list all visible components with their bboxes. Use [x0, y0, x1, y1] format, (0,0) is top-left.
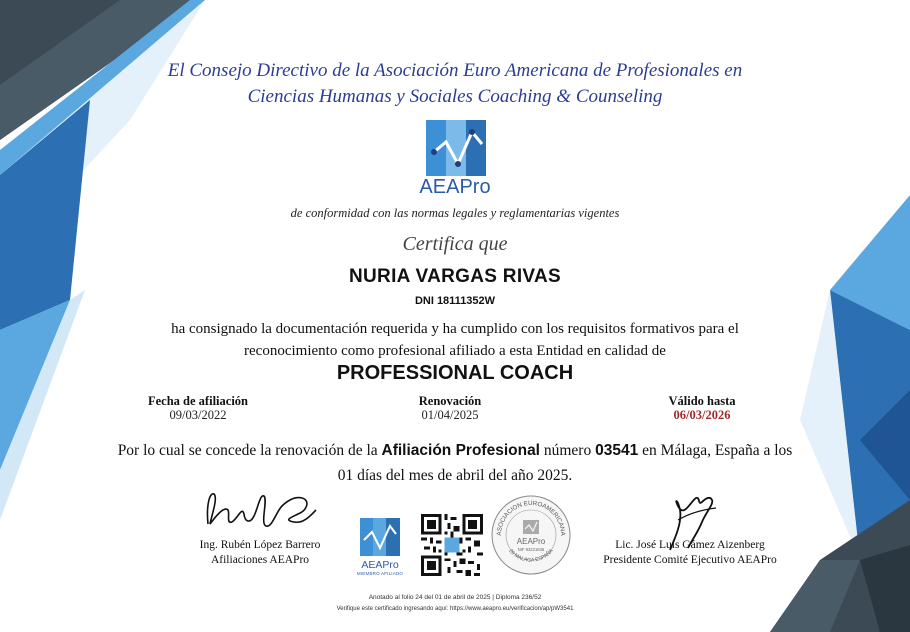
heading-line-2: Ciencias Humanas y Sociales Coaching & Counseling	[247, 86, 663, 107]
seal-nif: NIF 93221836	[517, 547, 545, 552]
professional-title: PROFESSIONAL COACH	[336, 362, 574, 384]
left-signatory-role: Afiliaciones AEAPro	[210, 554, 310, 566]
badge-subtext: MIEMBRO AFILIADO	[356, 571, 404, 576]
body-line-2: reconocimiento como profesional afiliado a esta Entidad en calidad de	[244, 343, 666, 359]
grant-line-2: 01 días del mes de abril del año 2025.	[337, 467, 573, 484]
body-line-1: ha consignado la documentación requerida y ha cumplido con los requisitos formativos para el	[171, 321, 739, 337]
right-signatory-role: Presidente Comité Ejecutivo AEAPro	[603, 554, 777, 566]
grant-line-1	[70, 438, 840, 463]
renewal-date-value: 01/04/2025	[421, 408, 479, 422]
valid-until	[627, 394, 777, 422]
valid-until-label: Válido hasta	[668, 394, 736, 408]
qr-code-icon[interactable]	[421, 514, 483, 576]
logo-text: AEAPro	[419, 176, 491, 198]
seal-top-text: ASOCIACION EUROAMERICANA	[495, 499, 567, 536]
recipient-dni: DNI 18111352W	[414, 295, 496, 307]
affiliation-date-value: 09/03/2022	[169, 408, 227, 422]
left-signatory	[160, 538, 360, 568]
seal-bottom-text: 29 MALAGA ESPAÑA	[507, 548, 555, 564]
verification-link[interactable]: Verifique este certificado ingresando aquí: https://www.aeapro.eu/verificacion/ap/pW3541	[336, 606, 574, 612]
badge-text: AEAPro	[361, 559, 399, 571]
left-signatory-name: Ing. Rubén López Barrero	[199, 539, 321, 551]
valid-until-value: 06/03/2026	[673, 408, 731, 422]
grant-text-2: número	[540, 442, 596, 459]
registry-note: Anotado al folio 24 del 01 de abril de 2025 | Diploma 236/52	[368, 594, 542, 601]
conformity-text: de conformidad con las normas legales y reglamentarias vigentes	[290, 206, 620, 220]
grant-text-3: en Málaga, España a los	[638, 442, 793, 459]
heading-line-1: El Consejo Directivo de la Asociación Euro Americana de Profesionales en	[167, 60, 743, 81]
right-signatory-name: Lic. José Luis Gámez Aizenberg	[615, 539, 765, 551]
renewal-date-label: Renovación	[418, 394, 482, 408]
association-seal-icon	[490, 494, 572, 576]
body-text	[0, 318, 910, 362]
grant-paragraph	[70, 438, 840, 488]
affiliation-date	[123, 394, 273, 422]
grant-affiliation: Afiliación Profesional	[381, 442, 540, 459]
affiliation-date-label: Fecha de afiliación	[148, 394, 248, 408]
certifies-text: Certifica que	[402, 233, 508, 255]
grant-number: 03541	[595, 442, 639, 459]
right-signatory	[575, 538, 805, 568]
renewal-date	[375, 394, 525, 422]
recipient-name: NURIA VARGAS RIVAS	[349, 266, 561, 287]
council-heading	[0, 58, 910, 110]
left-signature-icon	[198, 484, 328, 540]
seal-brand: AEAPro	[516, 537, 546, 546]
grant-text-1: Por lo cual se concede la renovación de la	[117, 442, 382, 459]
